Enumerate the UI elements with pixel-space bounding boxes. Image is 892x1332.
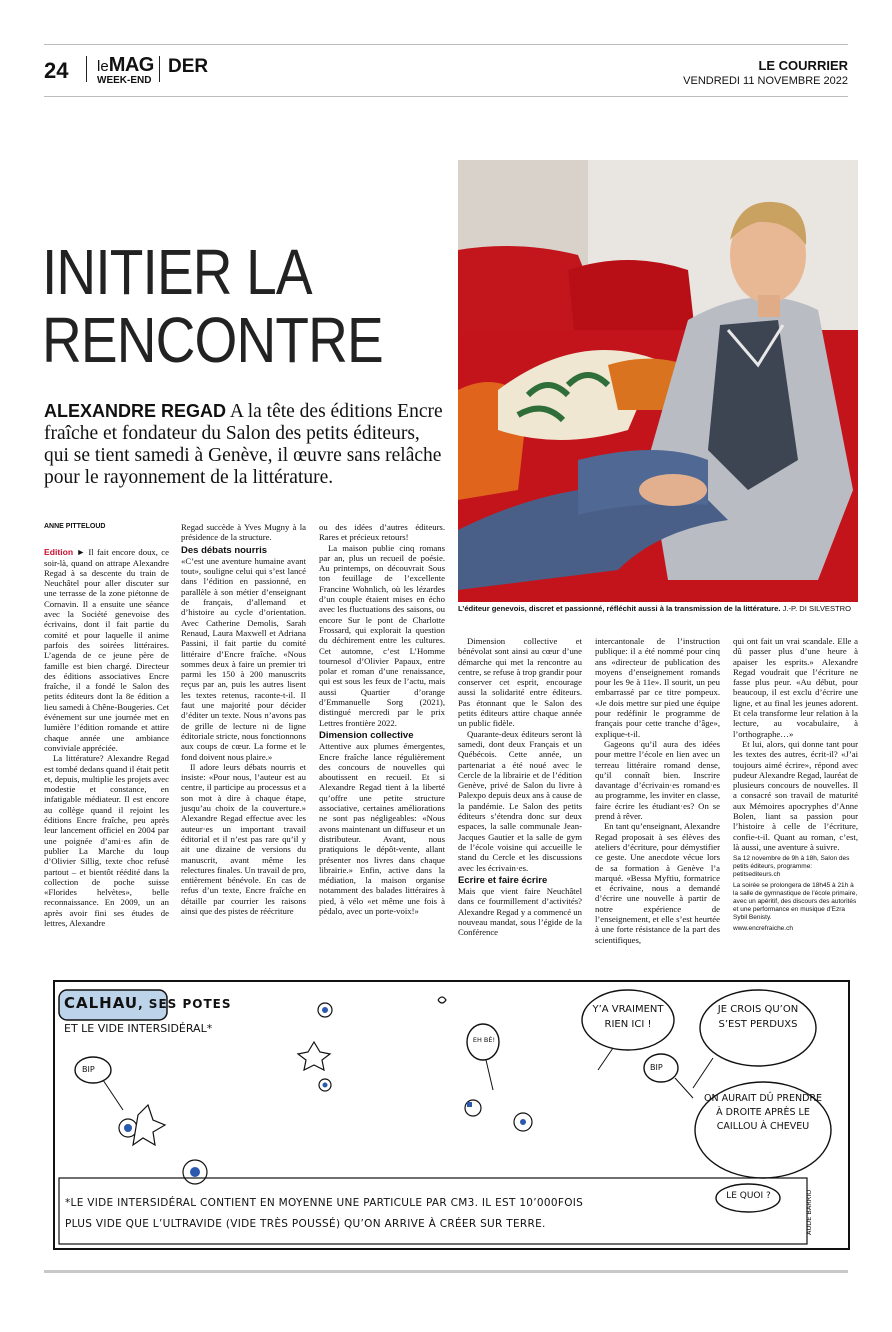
paragraph: Regad succède à Yves Mugny à la présidence de la structure.: [181, 522, 306, 543]
bubble-text: LE QUOI ?: [726, 1191, 771, 1201]
header-rule: [44, 96, 848, 97]
article-column-4: [458, 636, 582, 938]
header-divider: [159, 56, 160, 82]
paragraph: Attentive aux plumes émergentes, Encre fraîche lance régulièrement des concours de nouvelles qui aboutissent en recueil. Et si Alexandre Regad tient à la liberté qu’offre une petite structure associative, certaines améliorations ne sont pas négligeables: «Nous avons maintenant un diffuseur et un distributeur. Avant, nous pratiquions le dépôt-vente, allant présenter nos livres dans chaque librairie.» Enfin, active dans la médiation, la maison organise notamment des balades littéraires à pied, à vélo «et même une fois à pédalo, avec un porte-voix!»: [319, 741, 445, 916]
article-column-5: [595, 636, 720, 945]
paragraph: «C’est une aventure humaine avant tout», souligne celui qui s’est lancé dans l’édition en passionné, en parallèle à son métier d’enseignant de français, d’allemand et d’histoire au cycle d’orientation. Avec Catherine Demolis, Sarah Renaud, Laura Maxwell et Adriana Passini, il fait partie du comité littéraire d’Encre fraîche. «Nous sommes deux à faire un premier tri parmi les 150 à 200 manuscrits reçus par an, puis les autres lisent les textes retenus, raconte-t-il. Il faut une majorité pour décider d’éditer un texte. Nous n’avons pas de grille de lecture ni de ligne éditoriale stricte, nous fonctionnons aux coups de cœur. La forme et le fond doivent nous plaire.»: [181, 555, 306, 762]
header-divider: [86, 56, 87, 82]
comic-footnote: PLUS VIDE QUE L’ULTRAVIDE (VIDE TRÈS POUSSÉ) QU’ON ARRIVE À CRÉER SUR TERRE.: [65, 1218, 546, 1230]
comic-subtitle: ET LE VIDE INTERSIDÉRAL*: [64, 1022, 213, 1035]
paragraph: Gageons qu’il aura des idées pour mettre l’école en lien avec un terreau littéraire romand dense, qu’il connaît bien. Inscrire davantage d’écrivain·es romand·es au programme, les inviter en classe, faire écrire les étudiant·es? On se prend à rêver.: [595, 738, 720, 822]
headline-line: INITIER LA: [42, 236, 312, 308]
comic-strip: [53, 980, 850, 1250]
website-link[interactable]: www.encrefraiche.ch: [733, 925, 793, 933]
paragraph: intercantonale de l’instruction publique: il a été nommé pour cinq ans «directeur de publication des moyens d’enseignement romands pour les 9e à 11e». Il sourit, un peu embarrassé par ce titre pompeux. «Je dois mettre sur pied une équipe pour redéfinir le programme de français pour cette tranche d’âge», explique-t-il.: [595, 636, 720, 739]
photo-credit: J.-P. DI SILVESTRO: [782, 604, 852, 613]
lead-paragraph: [44, 400, 449, 489]
bubble-text: BIP: [650, 1063, 663, 1072]
byline: ANNE PITTELOUD: [44, 523, 106, 530]
subheading: Des débats nourris: [181, 544, 268, 556]
comic-title-rest: , SES POTES: [138, 997, 232, 1011]
article-column-6: [733, 636, 858, 933]
bubble-text: EH BÉ!: [472, 1036, 496, 1044]
newspaper-name: LE COURRIER: [758, 58, 848, 73]
portrait-photo: [458, 160, 858, 602]
portrait-illustration: [458, 160, 858, 602]
event-info: Sa 12 novembre de 9h à 18h, Salon des petits éditeurs, programme: petitsediteurs.ch: [733, 855, 850, 879]
logo-weekend: WEEK-END: [97, 75, 152, 86]
paragraph: Mais que vient faire Neuchâtel dans ce fourmillement d’activités? Alexandre Regad y a commencé un nouveau mandat, sous l’égide de la Conférence: [458, 886, 582, 938]
caption-text: L’éditeur genevois, discret et passionné, réfléchit aussi à la transmission de la littérature.: [458, 604, 781, 613]
paragraph: En tant qu’enseignant, Alexandre Regad proposait à ses élèves des ateliers d’écriture, pour démystifier ce geste. Une anecdote vécue lors de sa formation à Genève l’a marqué. «Bessa Myftiu, formatrice et écrivaine, nous a demandé d’écrire une nouvelle à partir de notre expérience de l’enseignement, et elle s’est heurtée à une forte résistance de la part des scientifiques,: [595, 821, 720, 945]
bubble-text: JE CROIS QU’ON S’EST PERDUXS: [717, 1004, 799, 1030]
bubble-text: BIP: [82, 1065, 95, 1074]
headline-line: RENCONTRE: [42, 304, 383, 376]
bottom-rule: [44, 1270, 848, 1273]
article-column-1: [44, 522, 169, 928]
comic-footnote: *LE VIDE INTERSIDÉRAL CONTIENT EN MOYENNE UNE PARTICULE PAR CM3. IL EST 10’000FOIS: [65, 1197, 584, 1209]
bubble-text: ON AURAIT DÛ PRENDRE À DROITE APRÈS LE CAILLOU À CHEVEU: [703, 1093, 823, 1132]
logo-mag: MAG: [108, 54, 154, 76]
page-number: 24: [44, 58, 69, 83]
top-rule: [44, 44, 848, 45]
paragraph: qui ont fait un vrai scandale. Elle a dû passer plus d’une heure à apaiser les esprits.» Alexandre Regad voudrait que l’écriture ne fasse plus peur. «Au début, pour beaucoup, il est exclu d’écrire une ligne, et au final les jeunes adorent. Et cela transforme leur relation à la lecture, au vocabulaire, à l’orthographe…»: [733, 636, 858, 739]
section-name: DER: [168, 56, 209, 77]
kicker: Edition: [44, 547, 74, 558]
comic-signature: AUDE BARRIO: [805, 1189, 813, 1235]
paragraph: Il adore leurs débats nourris et insiste: «Pour nous, l’auteur est au centre, il participe au processus et a son mot à dire à chaque étape, jusqu’au choix de la couverture.» Alexandre Regad effectue avec les auteur·es un important travail éditorial et il n’est pas rare qu’il y ait une dizaine de versions du manuscrit, avant même les relectures finales. Un travail de pro, entièrement bénévole. En cas de refus d’un texte, Encre fraîche en détaille par courrier les raisons ainsi que des pistes de réécriture: [181, 761, 306, 916]
paragraph: La littérature? Alexandre Regad est tombé dedans quand il était petit et, depuis, multiplie les projets avec modestie et constance, en infatigable médiateur. Il est encore au collège quand il rejoint les éditions Encre fraîche, peu après leur lancement officiel en 2004 par une poignée d’ami·es afin de publier La Marche du loup d’Olivier Sillig, texte choc refusé partout – et bientôt réédité dans la collection de poche suisse «Florides helvètes», belle reconnaissance. En 2009, un an après avoir fini ses études de lettres, Alexandre: [44, 753, 169, 928]
paragraph: La maison publie cinq romans par an, plus un recueil de poésie. Au printemps, on découvrait Sous ton feuillage de l’excellente Francine Wohnlich, où les lézardes d’un couple étaient mises en écho avec les fluctuations des saisons, ou encore Sur le pont de Charlotte Frossard, qui explorait la question du déchirement entre les cultures. Cet automne, c’est L’Homme tournesol d’Olivier Papaux, entre polar et roman d’une renaissance, qui est sous les feux de l’actu, mais aussi Quartier d’orange d’Emmanuelle Sorg (2021), distingué mercredi par le prix Lettres frontière 2022.: [319, 542, 445, 728]
article-column-3: [319, 522, 445, 916]
paragraph: ou des idées d’autres éditeurs. Rares et précieux retours!: [319, 522, 445, 543]
bubble-text: Y’A VRAIMENT RIEN ICI !: [592, 1004, 664, 1030]
event-info: La soirée se prolongera de 18h45 à 21h à la salle de gymnastique de l’école primaire, avec un apéritif, des discours des autorités et une performance en musique d’Ezra Sybil Benisty.: [733, 882, 858, 922]
issue-date: VENDREDI 11 NOVEMBRE 2022: [683, 75, 848, 87]
subheading: Dimension collective: [319, 729, 414, 741]
magazine-logo: [97, 55, 154, 86]
newspaper-masthead: [683, 58, 848, 87]
paragraph: Quarante-deux éditeurs seront là samedi, dont deux Français et un Québécois. Cette année, un partenariat a été noué avec le Cercle de la librairie et de l’édition Genève, privé de Salon du livre à Palexpo depuis deux ans à cause de la pandémie. Le Salon des petits éditeurs s’étendra donc sur deux espaces, la salle communale Jean-Jacques Gautier et la salle de gym de l’école voisine qui accueille le stand du Cercle et les discussions avec les écrivain·es.: [458, 728, 582, 873]
paragraph-text: Il fait encore doux, ce soir-là, quand on attrape Alexandre Regad à sa descente du train de Neuchâtel pour aller discuter sur une terrasse de la zone piétonne de Cornavin. Il a ensuite une séance avec la Société genevoise des écrivains, dont il fait partie du comité et pour laquelle il anime parfois des soirées littéraires. L’agenda de ce jeune père de famille est bien chargé. Directeur des éditions associatives Encre fraîche, il a fondé le Salon des petits éditeurs dont la 8e édition a lieu samedi à Chêne-Bougeries. Cet événement sur une journée met en lumière l’édition romande et attire chaque année une ambiance conviviale appréciée.: [44, 547, 169, 753]
subheading: Ecrire et faire écrire: [458, 874, 548, 886]
paragraph: Edition ► Il fait encore doux, ce soir-là, quand on attrape Alexandre Regad à sa descente du train de Neuchâtel pour aller discuter sur une terrasse de la zone piétonne de Cornavin. Il a ensuite une séance avec la Société genevoise des écrivains, dont il fait partie du comité et pour laquelle il anime parfois des soirées littéraires. L’agenda de ce jeune père de famille est bien chargé. Directeur des éditions associatives Encre fraîche, il a fondé le Salon des petits éditeurs dont la 8e édition a lieu samedi à Chêne-Bougeries. Cet événement sur une journée met en lumière l’édition romande et attire chaque année une ambiance conviviale appréciée.: [44, 547, 169, 753]
paragraph: Dimension collective et bénévolat sont ainsi au cœur d’une démarche qui met la rencontre au centre, se refuse à trop grandir pour conserver cet esprit, encourage aussi la solidarité entre éditeurs. Pas étonnant que le Salon des petits éditeurs attire chaque année un public fidèle.: [458, 636, 582, 729]
comic-title-calhau: CALHAU: [64, 994, 139, 1012]
lead-text: A la tête des éditions Encre fraîche et fondateur du Salon des petits éditeurs, qui se tient samedi à Genève, il œuvre sans relâche pour le rayonnement de la littérature.: [44, 401, 443, 488]
logo-le: le: [97, 58, 109, 75]
article-column-2: [181, 522, 306, 916]
lead-name: ALEXANDRE REGAD: [44, 401, 227, 421]
paragraph: Et lui, alors, qui donne tant pour les textes des autres, écrit-il? «J’ai toujours aimé écrire», répond avec pudeur Alexandre Regad, lauréat de plusieurs concours de nouvelles. Il a consacré son travail de maturité aux Mémoires apocryphes d’Anne Bolen, liant sa passion pour l’histoire à celle de l’écriture, confie-t-il. Quant au roman, c’est, là aussi, une aventure à suivre.: [733, 738, 858, 852]
comic-title: [64, 994, 231, 1012]
photo-caption: [458, 604, 878, 613]
headline: [42, 238, 403, 374]
